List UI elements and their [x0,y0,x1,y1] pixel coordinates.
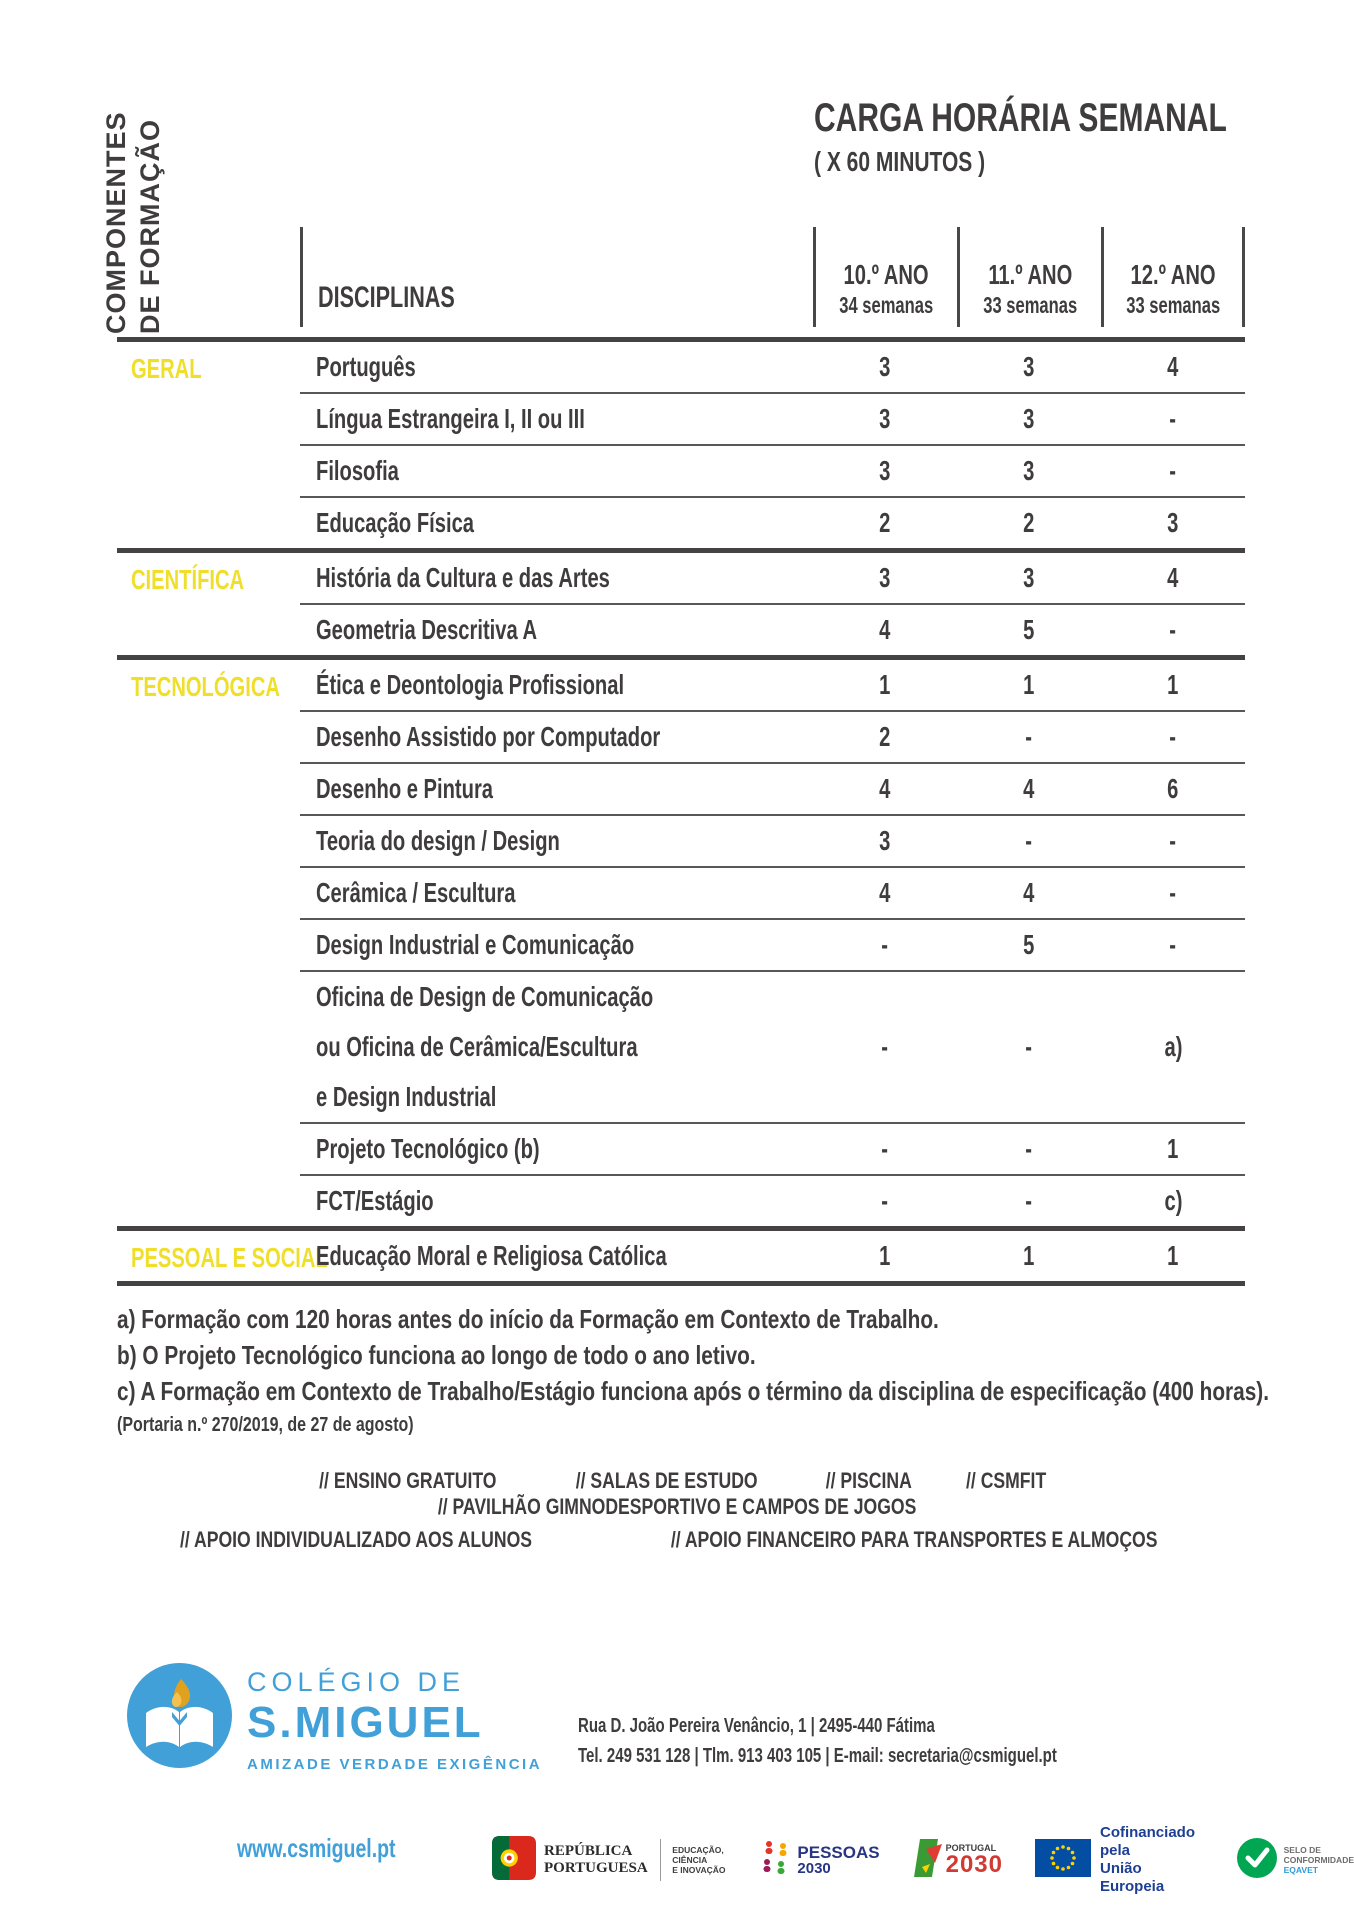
service-item: // CSMFIT [966,1468,1047,1493]
footnotes-block [117,1306,1354,1436]
year-10-label: 10.º ANO [843,259,930,290]
eu-label-line2: União Europeia [1099,1860,1165,1895]
republica-portuguesa-logo [492,1836,727,1885]
value-cell: 3 [879,403,891,434]
value-cell: 3 [1023,403,1035,434]
weekly-load-header [814,96,1354,178]
discipline-label: Educação Física [316,507,474,538]
weekly-load-subtitle: ( X 60 MINUTOS ) [814,146,986,177]
address-line: Rua D. João Pereira Venâncio, 1 | 2495-440 Fátima [578,1715,935,1737]
value-cell: 1 [1023,669,1035,700]
value-cell: - [1025,1133,1033,1164]
discipline-label: Português [316,351,416,382]
category-column-spacer [117,227,300,327]
service-item: // ENSINO GRATUITO [319,1468,497,1493]
portugal-2030-logo [912,1837,1003,1884]
year-12-label: 12.º ANO [1130,259,1216,290]
contacts-line: Tel. 249 531 128 | Tlm. 913 403 105 | E-mail: secretaria@csmiguel.pt [578,1745,1057,1767]
value-cell: - [881,929,889,960]
value-cell: a) [1164,1031,1182,1062]
value-cell: 4 [879,773,891,804]
school-logo-icon [127,1663,232,1773]
portugal-2030-year: 2030 [945,1851,1003,1878]
divider [660,1839,661,1881]
year-10-weeks: 34 semanas [839,292,934,318]
value-cell: 3 [1023,455,1035,486]
year-column-header-12ano [1101,227,1245,327]
year-column-header-10ano [813,227,957,327]
pessoas-label: PESSOAS [797,1842,880,1862]
table-row [300,603,1245,655]
eu-cofinanced-logo [1035,1824,1205,1896]
table-row [300,866,1245,918]
address-block [578,1716,1216,1766]
section-cientifica [117,548,1245,655]
value-cell: - [1025,721,1033,752]
category-label-cientifica: CIENTÍFICA [131,564,245,595]
republica-dept-line2: E INOVAÇÃO [672,1865,726,1875]
discipline-label: Cerâmica / Escultura [316,877,516,908]
value-cell: - [1169,614,1177,645]
value-cell: 5 [1023,929,1035,960]
value-cell: - [1025,1031,1033,1062]
value-cell: 4 [879,877,891,908]
disciplines-column-header: DISCIPLINAS [300,227,813,327]
category-label-tecnologica: TECNOLÓGICA [131,671,280,702]
value-cell: - [1169,929,1177,960]
republica-label-line2: PORTUGUESA [544,1860,648,1876]
eqavet-label-line2: CONFORMIDADE [1283,1855,1354,1865]
value-cell: 3 [879,455,891,486]
value-cell: - [881,1031,889,1062]
value-cell: 1 [879,669,891,700]
value-cell: 4 [1023,773,1035,804]
table-row [300,762,1245,814]
value-cell: 2 [879,507,891,538]
discipline-label: Língua Estrangeira I, II ou III [316,403,585,434]
value-cell: 3 [1023,351,1035,382]
value-cell: - [881,1133,889,1164]
footnote-a: a) Formação com 120 horas antes do início da Formação em Contexto de Trabalho. [117,1304,939,1334]
table-row [300,553,1245,603]
discipline-label: Ética e Deontologia Profissional [316,669,625,700]
weekly-load-title: CARGA HORÁRIA SEMANAL [814,96,1227,140]
eu-flag-icon [1035,1839,1091,1882]
school-name-block [247,1667,542,1774]
value-cell: 2 [1023,507,1035,538]
section-tecnologica [117,655,1245,1226]
discipline-label: Geometria Descritiva A [316,614,538,645]
category-label-pessoal-e-social: PESSOAL E SOCIAL [131,1242,328,1273]
discipline-label: Educação Moral e Religiosa Católica [316,1240,667,1271]
service-item: // APOIO FINANCEIRO PARA TRANSPORTES E ALMOÇOS [670,1527,1158,1552]
value-cell: - [1169,825,1177,856]
value-cell: - [1025,1185,1033,1216]
eqavet-seal-logo [1237,1838,1354,1883]
components-label-line1: COMPONENTES [101,111,131,334]
year-column-header-11ano [957,227,1101,327]
table-row [300,392,1245,444]
partner-logos-row [492,1824,1354,1896]
table-row [300,496,1245,548]
value-cell: 4 [1167,562,1179,593]
service-item: // SALAS DE ESTUDO [575,1468,758,1493]
table-header-row [117,227,1245,327]
services-line2 [0,1527,1354,1553]
footnote-portaria: (Portaria n.º 270/2019, de 27 de agosto) [117,1414,414,1436]
value-cell: 3 [1023,562,1035,593]
value-cell: 1 [1167,669,1179,700]
value-cell: 3 [879,351,891,382]
year-11-weeks: 33 semanas [983,292,1078,318]
value-cell: 3 [1167,507,1179,538]
discipline-label: FCT/Estágio [316,1185,434,1216]
portugal-2030-label: PORTUGAL [945,1843,997,1853]
eqavet-label-line1: SELO DE [1283,1845,1321,1855]
value-cell: - [1169,455,1177,486]
discipline-label: Teoria do design / Design [316,825,560,856]
section-geral [117,337,1245,548]
pessoas-people-icon [759,1838,791,1883]
value-cell: 2 [879,721,891,752]
discipline-label: Oficina de Design de Comunicação ou Oficina de Cerâmica/Escultura e Design Industrial [316,981,654,1112]
value-cell: 1 [1167,1240,1179,1271]
table-row [300,710,1245,762]
value-cell: 4 [1023,877,1035,908]
table-row [300,660,1245,710]
portugal-flag-icon [492,1836,536,1885]
value-cell: 1 [1167,1133,1179,1164]
table-row [300,918,1245,970]
value-cell: 5 [1023,614,1035,645]
year-11-label: 11.º ANO [988,259,1073,290]
service-item: // PISCINA [825,1468,912,1493]
table-row [300,814,1245,866]
year-12-weeks: 33 semanas [1126,292,1220,318]
value-cell: 4 [879,614,891,645]
discipline-label: Desenho e Pintura [316,773,494,804]
republica-label-line1: REPÚBLICA [544,1843,633,1859]
value-cell: c) [1164,1185,1182,1216]
eqavet-label-line3: EQAVET [1283,1865,1318,1875]
value-cell: 1 [1023,1240,1035,1271]
footnote-c: c) A Formação em Contexto de Trabalho/Estágio funciona após o término da disciplina de especificação (400 horas). [117,1376,1269,1406]
footnote-b: b) O Projeto Tecnológico funciona ao longo de todo o ano letivo. [117,1340,756,1370]
curriculum-table [117,337,1245,1286]
portugal-2030-flag-icon [912,1837,942,1884]
value-cell: 1 [879,1240,891,1271]
components-label-line2: DE FORMAÇÃO [135,119,165,334]
school-name-line2: S.MIGUEL [247,1698,484,1747]
service-item: // PAVILHÃO GIMNODESPORTIVO E CAMPOS DE JOGOS [437,1494,917,1519]
eqavet-check-icon [1237,1838,1277,1883]
table-row-multiline [300,970,1245,1122]
value-cell: - [881,1185,889,1216]
school-motto: AMIZADE VERDADE EXIGÊNCIA [247,1756,543,1773]
services-block [0,1468,1354,1553]
discipline-label: Desenho Assistido por Computador [316,721,661,752]
value-cell: - [1169,877,1177,908]
website-link[interactable]: www.csmiguel.pt [237,1833,396,1863]
service-item: // APOIO INDIVIDUALIZADO AOS ALUNOS [179,1527,532,1552]
value-cell: 4 [1167,351,1179,382]
discipline-label: Projeto Tecnológico (b) [316,1133,540,1164]
services-line1 [0,1468,1354,1520]
value-cell: 6 [1167,773,1179,804]
school-name-line1: COLÉGIO DE [247,1667,466,1697]
value-cell: 3 [879,562,891,593]
value-cell: - [1169,721,1177,752]
republica-dept-line1: EDUCAÇÃO, CIÊNCIA [672,1845,724,1865]
discipline-label: Filosofia [316,455,399,486]
value-cell: - [1169,403,1177,434]
section-pessoal-e-social [117,1226,1245,1286]
table-row [300,444,1245,496]
value-cell: - [1025,825,1033,856]
table-row [300,342,1245,392]
category-label-geral: GERAL [131,353,202,384]
discipline-label: Design Industrial e Comunicação [316,929,635,960]
table-row [300,1231,1245,1281]
table-row [300,1174,1245,1226]
eu-label-line1: Cofinanciado pela [1099,1824,1195,1859]
pessoas-2030-logo [759,1838,879,1883]
pessoas-year: 2030 [797,1859,831,1877]
table-row [300,1122,1245,1174]
value-cell: 3 [879,825,891,856]
discipline-label: História da Cultura e das Artes [316,562,610,593]
